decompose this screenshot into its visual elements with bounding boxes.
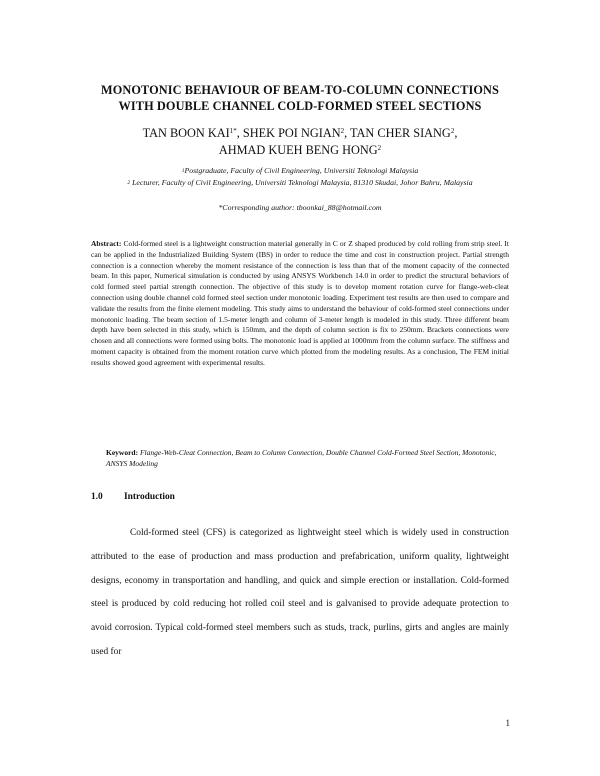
page-number: 1 — [505, 718, 510, 728]
abstract — [91, 239, 509, 369]
author-affil-mark: 2 — [450, 127, 455, 135]
keyword-label: Keyword: — [106, 448, 139, 457]
author-separator: , — [454, 126, 458, 140]
author-name: TAN BOON KAI — [142, 126, 230, 140]
affiliation-mark: 1 — [181, 168, 185, 174]
author-name: AHMAD KUEH BENG HONG — [218, 143, 378, 157]
keyword-text: Flange-Web-Cleat Connection, Beam to Column Connection, Double Channel Cold-Formed Steel Section, Monotonic, ANSYS Modeling — [106, 448, 497, 468]
author-name: , TAN CHER SIANG — [344, 126, 451, 140]
affiliations — [60, 165, 540, 189]
title-line-1: MONOTONIC BEHAVIOUR OF BEAM-TO-COLUMN CONNECTIONS — [101, 83, 499, 97]
affiliation-1 — [60, 165, 540, 177]
section-heading — [91, 491, 511, 503]
affiliation-mark: 2 — [127, 180, 131, 186]
section-number: 1.0 — [91, 492, 103, 502]
keywords — [106, 448, 506, 470]
corresponding-author: *Corresponding author: tboonkai_88@hotmail.com — [218, 203, 382, 212]
body-paragraph: Cold-formed steel (CFS) is categorized as lightweight steel which is widely used in construction attributed to the ease of production and mass production and prefabrication, uniform quality, lightweight designs, economy in transportation and handling, and quick and simple erection or installation. Cold-formed steel is produced by cold reducing hot rolled coil steel and is galvanised to provide adequate protection to avoid corrosion. Typical cold-formed steel members such as studs, track, purlins, girts and angles are mainly used for — [91, 528, 509, 657]
author-line-2 — [60, 142, 540, 159]
author-affil-mark: 2 — [377, 144, 382, 152]
title-line-2: WITH DOUBLE CHANNEL COLD-FORMED STEEL SECTIONS — [118, 99, 482, 113]
author-list — [60, 125, 540, 159]
author-line-1 — [60, 125, 540, 142]
author-name: , SHEK POI NGIAN — [236, 126, 341, 140]
affiliation-text: Postgraduate, Faculty of Civil Engineering, Universiti Teknologi Malaysia — [184, 166, 419, 175]
author-affil-mark: 2 — [340, 127, 345, 135]
abstract-text: Cold-formed steel is a lightweight construction material generally in C or Z shaped produced by cold rolling from strip steel. It can be applied in the Industrialized Building System (IBS) in order to reduce the time and cost in construction project. Partial strength connection is a connection whereby the moment resistance of the connection is less than that of the moment capacity of the connected beam. In this paper, Numerical simulation is conducted by using ANSYS Workbench 14.0 in order to predict the structural behaviors of cold formed steel partial strength connection. The objective of this study is to develop moment rotation curve for flange-web-cleat connection using double channel cold formed steel section under monotonic loading. Experiment test results are then used to compare and validate the results from the finite element modeling. This study aims to understand the behaviour of cold-formed steel connections under monotonic loading. The beam section of 1.5-meter length and column of 3-meter length is modeled in this study. Three different beam depth have been selected in this study, which is 150mm, and the depth of column section is fix to 250mm. Brackets connections were chosen and all connections were formed using bolts. The monotonic load is applied at 1000mm from the column surface. The stiffness and moment capacity is obtained from the moment rotation curve which plotted from the modeling results. As a conclusion, The FEM initial results showed good agreement with experimental results. — [91, 239, 509, 367]
section-title: Introduction — [124, 492, 175, 502]
paper-title — [60, 82, 540, 114]
abstract-label: Abstract: — [91, 239, 122, 248]
affiliation-2 — [60, 177, 540, 189]
author-affil-mark: 1* — [229, 127, 237, 135]
affiliation-text: Lecturer, Faculty of Civil Engineering, Universiti Teknologi Malaysia, 81310 Skudai, Johor Bahru, Malaysia — [130, 178, 473, 187]
